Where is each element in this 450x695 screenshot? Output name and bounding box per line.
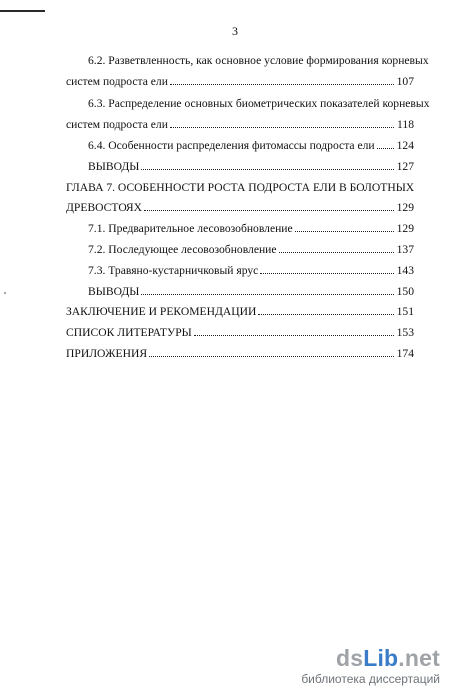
watermark-logo-net: .net xyxy=(398,645,440,671)
toc-entry-7-3 xyxy=(88,264,414,278)
toc-entry-6-4-page: 124 xyxy=(396,139,414,152)
toc-entry-summary xyxy=(66,305,414,319)
toc-entry-7-1-title: 7.1. Предварительное лесовозобновление xyxy=(88,222,293,235)
watermark-logo-ds: ds xyxy=(335,645,364,671)
scan-speck xyxy=(4,292,6,294)
toc-entry-6-3-page: 118 xyxy=(397,118,414,131)
watermark xyxy=(220,645,440,689)
toc-entry-conclusions-7-title: ВЫВОДЫ xyxy=(88,285,140,298)
toc-entry-6-2-line1 xyxy=(88,54,429,68)
toc-entry-6-4 xyxy=(88,139,414,153)
toc-entry-6-2-line2 xyxy=(66,75,414,89)
toc-entry-chapter-7-title-cont: ДРЕВОСТОЯХ xyxy=(66,201,142,214)
toc-entry-6-3-title: 6.3. Распределение основных биометрических показателей корневых xyxy=(88,97,430,110)
page-number: 3 xyxy=(232,24,238,38)
toc-entry-7-2-title: 7.2. Последующее лесовозобновление xyxy=(88,243,277,256)
toc-entry-references-title: СПИСОК ЛИТЕРАТУРЫ xyxy=(66,326,192,339)
toc-entry-6-3-title-cont: систем подроста ели xyxy=(66,118,168,131)
toc-entry-7-3-page: 143 xyxy=(396,264,414,277)
toc-entry-6-2-title-cont: систем подроста ели xyxy=(66,75,168,88)
toc-entry-chapter-7-page: 129 xyxy=(396,201,414,214)
watermark-subtitle: библиотека диссертаций xyxy=(301,672,440,686)
dot-leader xyxy=(149,355,394,357)
toc-entry-chapter-7-line2 xyxy=(66,201,414,215)
toc-entry-conclusions-7 xyxy=(88,285,414,299)
dot-leader xyxy=(141,168,393,170)
toc-entry-references xyxy=(66,326,414,340)
watermark-logo xyxy=(336,645,440,672)
watermark-logo-lib: Lib xyxy=(363,645,399,671)
toc-entry-7-1-page: 129 xyxy=(396,222,414,235)
toc-entry-conclusions-6 xyxy=(88,160,414,174)
toc-entry-6-2-title: 6.2. Разветвленность, как основное условие формирования корневых xyxy=(88,54,429,67)
dot-leader xyxy=(141,293,393,295)
dot-leader xyxy=(377,147,394,149)
toc-entry-summary-page: 151 xyxy=(396,305,414,318)
toc-entry-7-3-title: 7.3. Травяно-кустарничковый ярус xyxy=(88,264,259,277)
toc-entry-6-3-line1 xyxy=(88,97,430,111)
dot-leader xyxy=(279,251,394,253)
toc-entry-conclusions-6-title: ВЫВОДЫ xyxy=(88,160,140,173)
toc-entry-chapter-7-line1 xyxy=(66,181,414,195)
dot-leader xyxy=(258,313,393,315)
toc-entry-summary-title: ЗАКЛЮЧЕНИЕ И РЕКОМЕНДАЦИИ xyxy=(66,305,257,318)
toc-entry-appendices-title: ПРИЛОЖЕНИЯ xyxy=(66,347,148,360)
dot-leader xyxy=(295,230,394,232)
toc-entry-7-2 xyxy=(88,243,414,257)
toc-entry-conclusions-6-page: 127 xyxy=(396,160,414,173)
dot-leader xyxy=(260,272,393,274)
toc-entry-chapter-7-title: ГЛАВА 7. ОСОБЕННОСТИ РОСТА ПОДРОСТА ЕЛИ В БОЛОТНЫХ xyxy=(66,181,415,194)
toc-entry-appendices-page: 174 xyxy=(396,347,414,360)
toc-entry-6-4-title: 6.4. Особенности распределения фитомассы подроста ели xyxy=(88,139,375,152)
dot-leader xyxy=(144,209,394,211)
toc-entry-7-1 xyxy=(88,222,414,236)
scan-corner-mark xyxy=(0,10,45,12)
toc-entry-appendices xyxy=(66,347,414,361)
dot-leader xyxy=(170,83,394,85)
toc-entry-conclusions-7-page: 150 xyxy=(396,285,414,298)
toc-entry-references-page: 153 xyxy=(396,326,414,339)
toc-entry-6-2-page: 107 xyxy=(396,75,414,88)
dot-leader xyxy=(170,126,394,128)
dot-leader xyxy=(194,334,394,336)
toc-entry-6-3-line2 xyxy=(66,118,414,132)
toc-entry-7-2-page: 137 xyxy=(396,243,414,256)
